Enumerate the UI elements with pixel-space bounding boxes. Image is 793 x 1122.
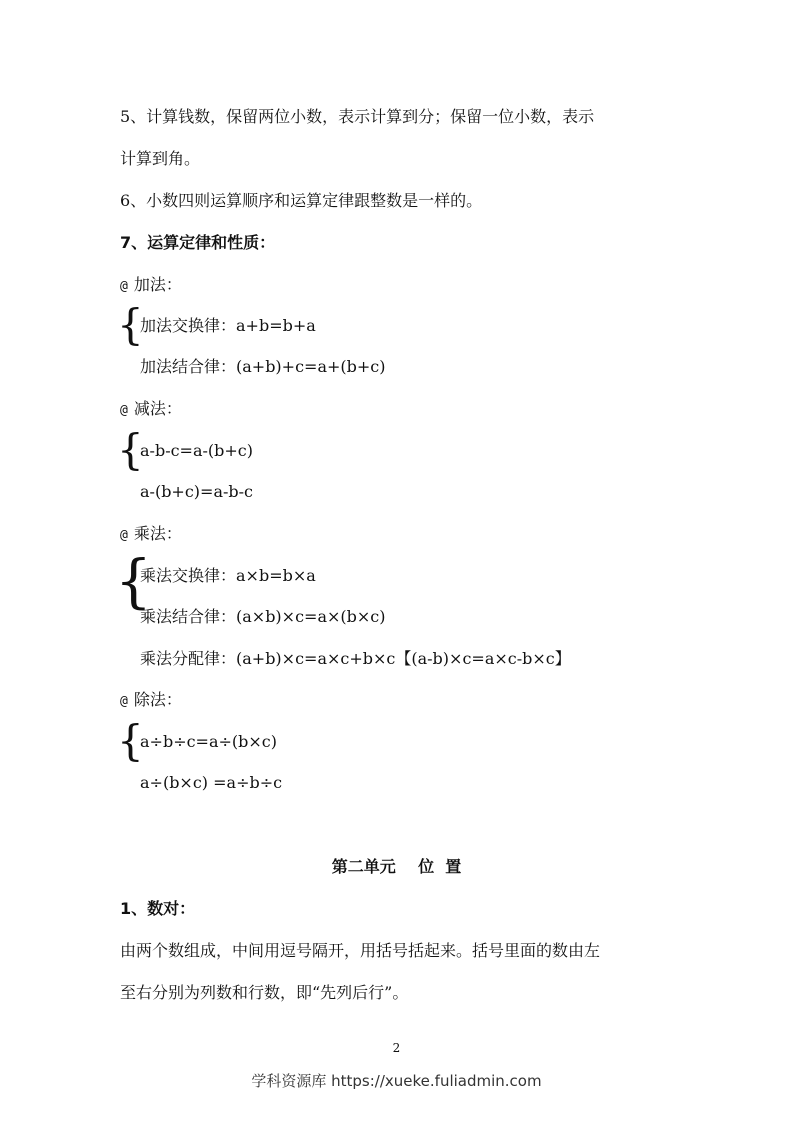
- item5-line2: 计算到角。: [120, 149, 201, 168]
- unit-two-item1-line1: 由两个数组成，中间用逗号隔开，用括号括起来。括号里面的数由左: [120, 941, 601, 960]
- subtraction-title-row: [120, 399, 182, 421]
- unit-two-item1-line2: 至右分别为列数和行数，即“先列后行”。: [120, 983, 409, 1002]
- at-marker-icon: @: [120, 403, 128, 418]
- left-brace-icon: {: [117, 425, 144, 474]
- multiplication-distributive-law: 乘法分配律：(a+b)×c=a×c+b×c【(a-b)×c=a×c-b×c】: [140, 649, 571, 668]
- page-number: 2: [392, 1041, 401, 1055]
- multiplication-commutative-law: 乘法交换律：a×b=b×a: [140, 566, 316, 585]
- addition-commutative-law: 加法交换律：a+b=b+a: [140, 316, 316, 335]
- unit-two-heading: 第二单元 位 置: [331, 857, 462, 876]
- addition-associative-law: 加法结合律：(a+b)+c=a+(b+c): [140, 357, 386, 376]
- multiplication-associative-law: 乘法结合律：(a×b)×c=a×(b×c): [140, 607, 386, 626]
- left-brace-icon: {: [115, 547, 152, 615]
- item6: 6、小数四则运算顺序和运算定律跟整数是一样的。: [120, 191, 483, 210]
- division-title-row: [120, 690, 182, 712]
- subtraction-law1: a-b-c=a-(b+c): [140, 441, 253, 460]
- footer-watermark: 学科资源库 https://xueke.fuliadmin.com: [251, 1072, 542, 1090]
- left-brace-icon: {: [117, 716, 144, 765]
- addition-title: 加法：: [133, 275, 182, 294]
- at-marker-icon: @: [120, 528, 128, 543]
- at-marker-icon: @: [120, 694, 128, 709]
- subtraction-title: 减法：: [133, 399, 182, 418]
- subtraction-law2: a-(b+c)=a-b-c: [140, 482, 253, 501]
- division-title: 除法：: [133, 690, 182, 709]
- at-marker-icon: @: [120, 279, 128, 294]
- left-brace-icon: {: [117, 300, 144, 349]
- division-law2: a÷(b×c) =a÷b÷c: [140, 773, 283, 792]
- item7-heading: 7、运算定律和性质：: [120, 233, 276, 252]
- addition-title-row: [120, 275, 182, 297]
- unit-two-item1-heading: 1、数对：: [120, 899, 196, 918]
- multiplication-title: 乘法：: [133, 524, 182, 543]
- division-law1: a÷b÷c=a÷(b×c): [140, 732, 277, 751]
- multiplication-title-row: [120, 524, 182, 546]
- item5-line1: 5、计算钱数，保留两位小数，表示计算到分；保留一位小数，表示: [120, 107, 595, 126]
